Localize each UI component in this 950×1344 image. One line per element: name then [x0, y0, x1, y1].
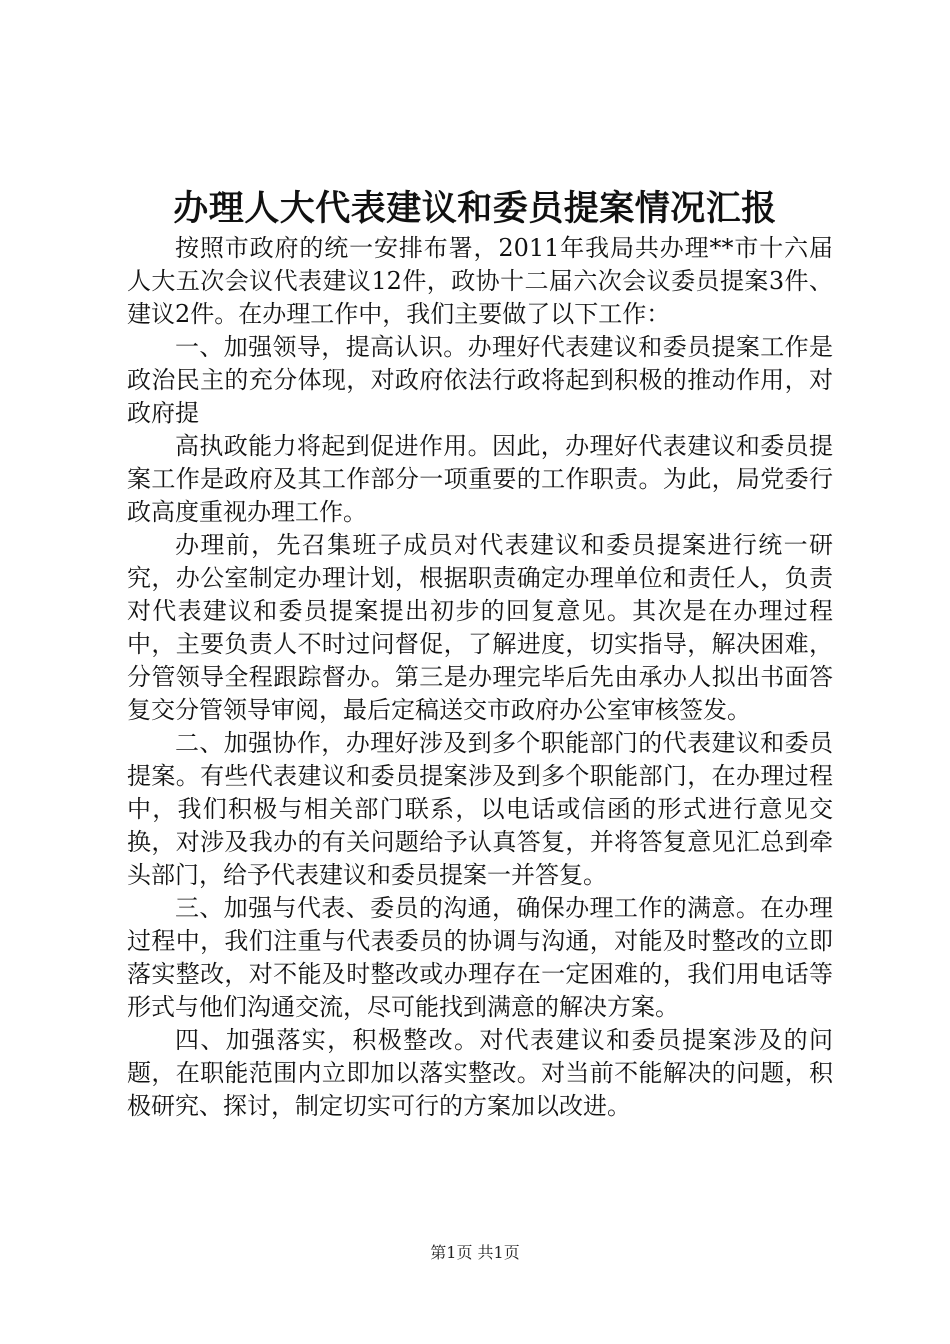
paragraph-intro: 按照市政府的统一安排布署，2011年我局共办理**市十六届人大五次会议代表建议12件，政协十二届六次会议委员提案3件、建议2件。在办理工作中，我们主要做了以下工作： — [127, 234, 833, 328]
paragraph-section-3: 三、加强与代表、委员的沟通，确保办理工作的满意。在办理过程中，我们注重与代表委员的协调与沟通，对能及时整改的立即落实整改，对不能及时整改或办理存在一定困难的，我们用电话等形式与他们沟通交流，尽可能找到满意的解决方案。 — [127, 894, 833, 1021]
paragraph-section-2: 二、加强协作，办理好涉及到多个职能部门的代表建议和委员提案。有些代表建议和委员提案涉及到多个职能部门，在办理过程中，我们积极与相关部门联系，以电话或信函的形式进行意见交换，对涉及我办的有关问题给予认真答复，并将答复意见汇总到牵头部门，给予代表建议和委员提案一并答复。 — [127, 729, 833, 889]
paragraph-section-1-continued: 高执政能力将起到促进作用。因此，办理好代表建议和委员提案工作是政府及其工作部分一项重要的工作职责。为此，局党委行政高度重视办理工作。 — [127, 432, 833, 526]
paragraph-section-1: 一、加强领导，提高认识。办理好代表建议和委员提案工作是政治民主的充分体现，对政府依法行政将起到积极的推动作用，对政府提 — [127, 333, 833, 427]
document-title: 办理人大代表建议和委员提案情况汇报 — [173, 188, 777, 229]
document-body — [127, 232, 833, 1123]
paragraph-process: 办理前，先召集班子成员对代表建议和委员提案进行统一研究，办公室制定办理计划，根据职责确定办理单位和责任人，负责对代表建议和委员提案提出初步的回复意见。其次是在办理过程中，主要负责人不时过问督促，了解进度，切实指导，解决困难，分管领导全程跟踪督办。第三是办理完毕后先由承办人拟出书面答复交分管领导审阅，最后定稿送交市政府办公室审核签发。 — [127, 531, 833, 724]
page-footer: 第1页 共1页 — [430, 1243, 520, 1262]
paragraph-section-4: 四、加强落实，积极整改。对代表建议和委员提案涉及的问题，在职能范围内立即加以落实整改。对当前不能解决的问题，积极研究、探讨，制定切实可行的方案加以改进。 — [127, 1026, 833, 1120]
